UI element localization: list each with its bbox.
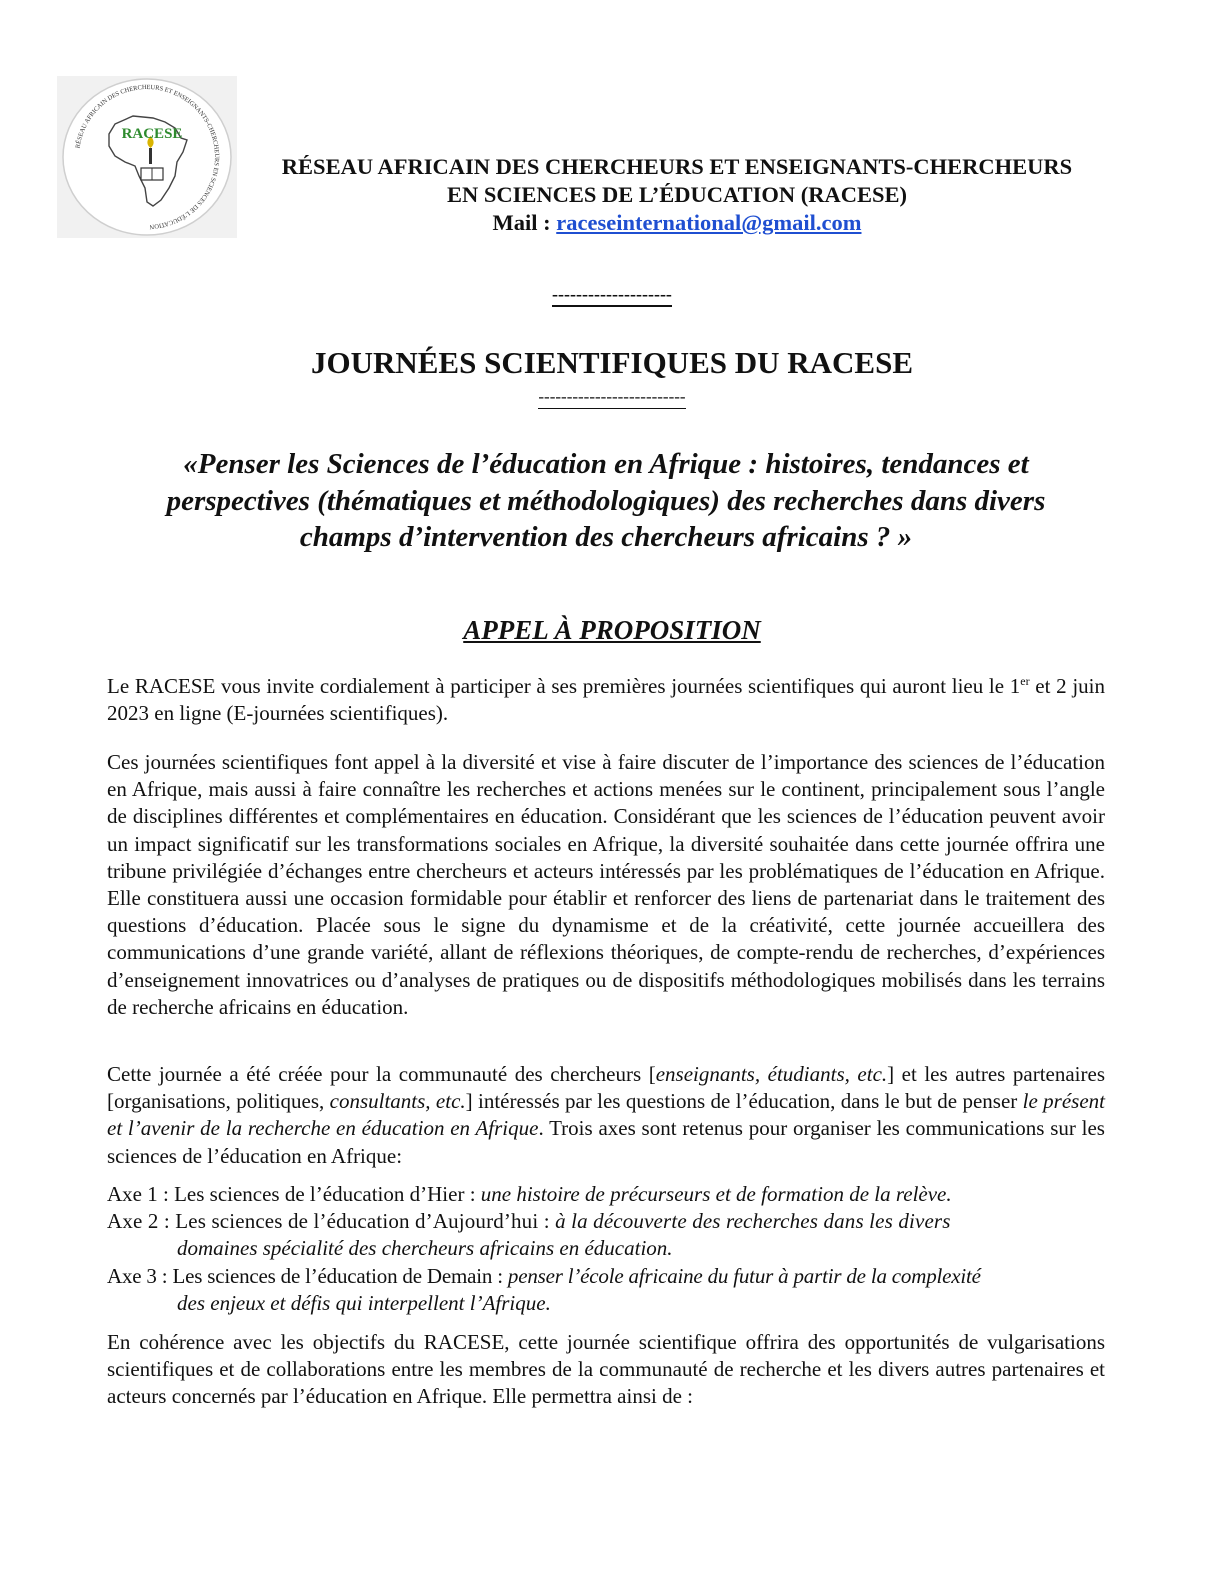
- separator-title: --------------------------: [0, 386, 1224, 409]
- logo-ring-text: RÉSEAU AFRICAIN DES CHERCHEURS ET ENSEIGNANTS-CHERCHEURS EN SCIENCES DE L'ÉDUCATION: [74, 83, 221, 230]
- racese-logo: [57, 76, 237, 238]
- theme-quote: [108, 446, 1104, 556]
- axe-1: Axe 1 : Les sciences de l’éducation d’Hier : une histoire de précurseurs et de formation de la relève.: [107, 1182, 952, 1206]
- axe-3: Axe 3 : Les sciences de l’éducation de Demain : penser l’école africaine du futur à partir de la complexité: [107, 1263, 981, 1288]
- org-name-line2: EN SCIENCES DE L’ÉDUCATION (RACESE): [446, 182, 908, 207]
- mail-line: [240, 209, 1114, 237]
- call-heading: APPEL À PROPOSITION: [463, 615, 761, 645]
- page-title: JOURNÉES SCIENTIFIQUES DU RACESE: [310, 345, 914, 380]
- email-link[interactable]: raceseinternational@gmail.com: [556, 210, 862, 235]
- axe-2-continuation: domaines spécialité des chercheurs africains en éducation.: [177, 1236, 673, 1261]
- paragraph-diversity: Ces journées scientifiques font appel à la diversité et vise à faire discuter de l’importance des sciences de l’éducation en Afrique, mais aussi à faire connaître les recherches et actions menées sur le continent, principalement sous l’angle de disciplines différentes et complémentaires en éducation. Considérant que les sciences de l’éducation peuvent avoir un impact significatif sur les transformations sociales en Afrique, la diversité souhaitée dans cette journée offrira une tribune privilégiée d’échanges entre chercheurs et acteurs intéressés par les problématiques de l’éducation en Afrique. Elle constituera aussi une occasion formidable pour établir et renforcer des liens de partenariat dans le traitement des questions d’éducation. Placée sous le signe du dynamisme et de la créativité, cette journée accueillera des communications d’une grande variété, allant de réflexions théoriques, de compte-rendu de recherches, d’expériences d’enseignement innovatrices ou d’analyses de pratiques ou de dispositifs méthodologiques mobilisés dans les terrains de recherche africains en éducation.: [107, 750, 1105, 1019]
- paragraph-community: Cette journée a été créée pour la communauté des chercheurs [enseignants, étudiants, etc.] et les autres partenaires [organisations, politiques, consultants, etc.] intéressés par les questions de l’éducation, dans le but de penser le présent et l’avenir de la recherche en éducation en Afrique. Trois axes sont retenus pour organiser les communications sur les sciences de l’éducation en Afrique:: [107, 1062, 1105, 1168]
- theme-line2: perspectives (thématiques et méthodologiques) des recherches dans divers: [166, 484, 1046, 517]
- axe-3-continuation: des enjeux et défis qui interpellent l’Afrique.: [177, 1290, 551, 1315]
- paragraph-objectives: En cohérence avec les objectifs du RACESE, cette journée scientifique offrira des opportunités de vulgarisations scientifiques et de collaborations entre les membres de la communauté de recherche et les divers autres partenaires et acteurs concernés par l’éducation en Afrique. Elle permettra ainsi de :: [107, 1330, 1105, 1409]
- logo-name: RACESE: [121, 126, 183, 142]
- theme-line1: «Penser les Sciences de l’éducation en Afrique : histoires, tendances et: [183, 448, 1029, 480]
- theme-line3: champs d’intervention des chercheurs africains ? »: [299, 521, 913, 553]
- separator-top: --------------------: [0, 283, 1224, 307]
- mail-label: Mail :: [492, 210, 557, 235]
- axe-2: Axe 2 : Les sciences de l’éducation d’Aujourd’hui : à la découverte des recherches dans les divers: [107, 1209, 951, 1234]
- paragraph-intro: Le RACESE vous invite cordialement à participer à ses premières journées scientifiques qui auront lieu le 1er et 2 juin 2023 en ligne (E-journées scientifiques).: [107, 674, 1106, 726]
- org-name-line1: RÉSEAU AFRICAIN DES CHERCHEURS ET ENSEIGNANTS-CHERCHEURS: [281, 154, 1073, 179]
- axes-list: [107, 1181, 1105, 1317]
